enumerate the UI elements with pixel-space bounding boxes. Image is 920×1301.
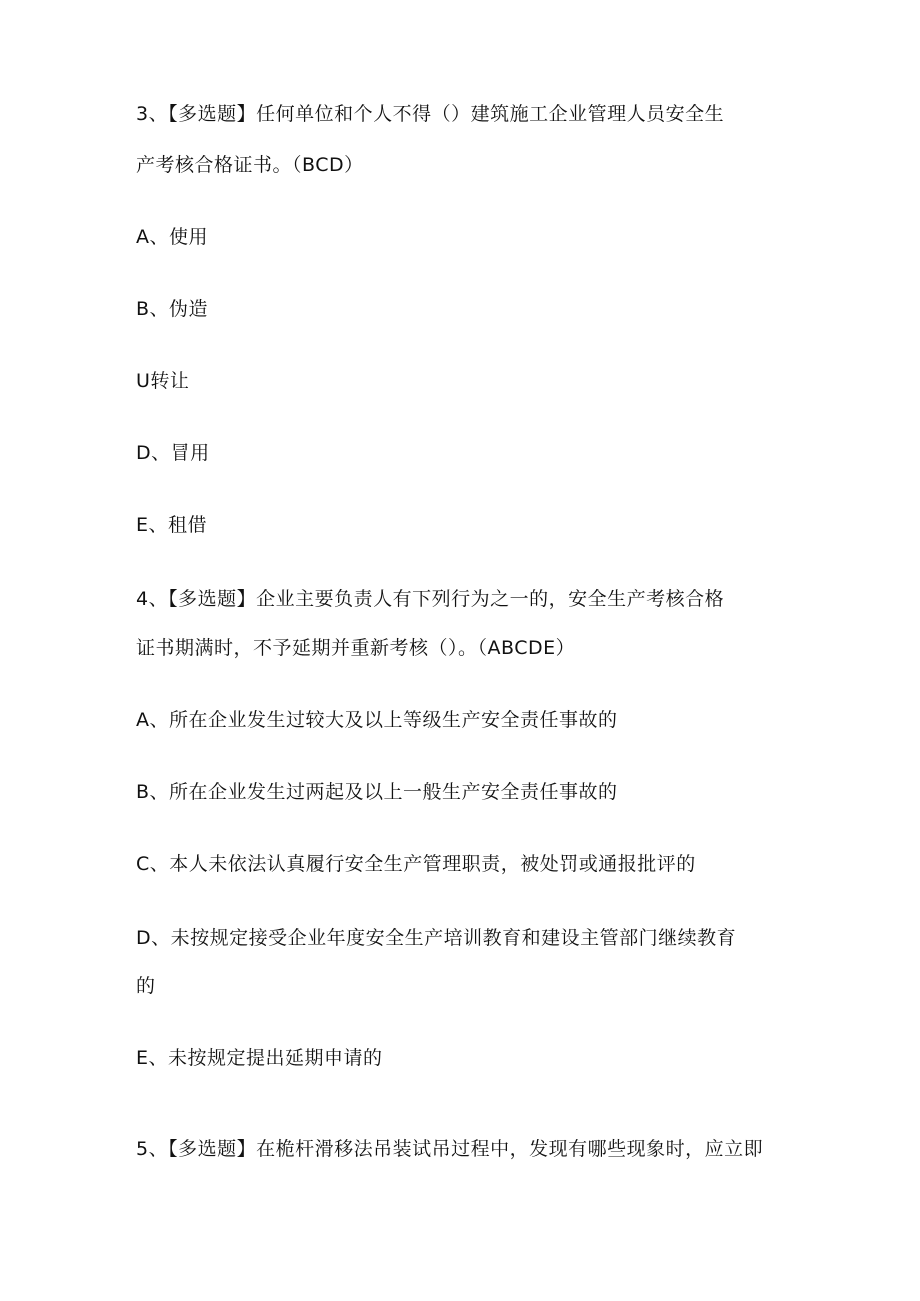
question-3-option-d: D、冒用 bbox=[136, 442, 210, 464]
question-4-text-line-1: 4、【多选题】企业主要负责人有下列行为之一的，安全生产考核合格 bbox=[136, 588, 725, 610]
question-4-option-d-line-1: D、未按规定接受企业年度安全生产培训教育和建设主管部门继续教育 bbox=[136, 927, 737, 949]
question-3-option-a: A、使用 bbox=[136, 226, 208, 248]
question-4-option-c: C、本人未依法认真履行安全生产管理职责，被处罚或通报批评的 bbox=[136, 853, 696, 875]
question-5-text-line-1: 5、【多选题】在桅杆滑移法吊装试吊过程中，发现有哪些现象时，应立即 bbox=[136, 1138, 764, 1160]
question-3-option-e: E、租借 bbox=[136, 514, 208, 536]
question-3-option-c: U转让 bbox=[136, 370, 190, 392]
question-3-option-b: B、伪造 bbox=[136, 298, 209, 320]
question-3-text-line-2: 产考核合格证书。（BCD） bbox=[136, 154, 364, 176]
question-4-option-b: B、所在企业发生过两起及以上一般生产安全责任事故的 bbox=[136, 781, 618, 803]
question-4-option-a: A、所在企业发生过较大及以上等级生产安全责任事故的 bbox=[136, 709, 618, 731]
question-3-text-line-1: 3、【多选题】任何单位和个人不得（）建筑施工企业管理人员安全生 bbox=[136, 103, 725, 125]
question-4-text-line-2: 证书期满时，不予延期并重新考核（）。（ABCDE） bbox=[136, 637, 576, 659]
question-4-option-d-line-2: 的 bbox=[136, 975, 156, 997]
question-4-option-e: E、未按规定提出延期申请的 bbox=[136, 1047, 383, 1069]
